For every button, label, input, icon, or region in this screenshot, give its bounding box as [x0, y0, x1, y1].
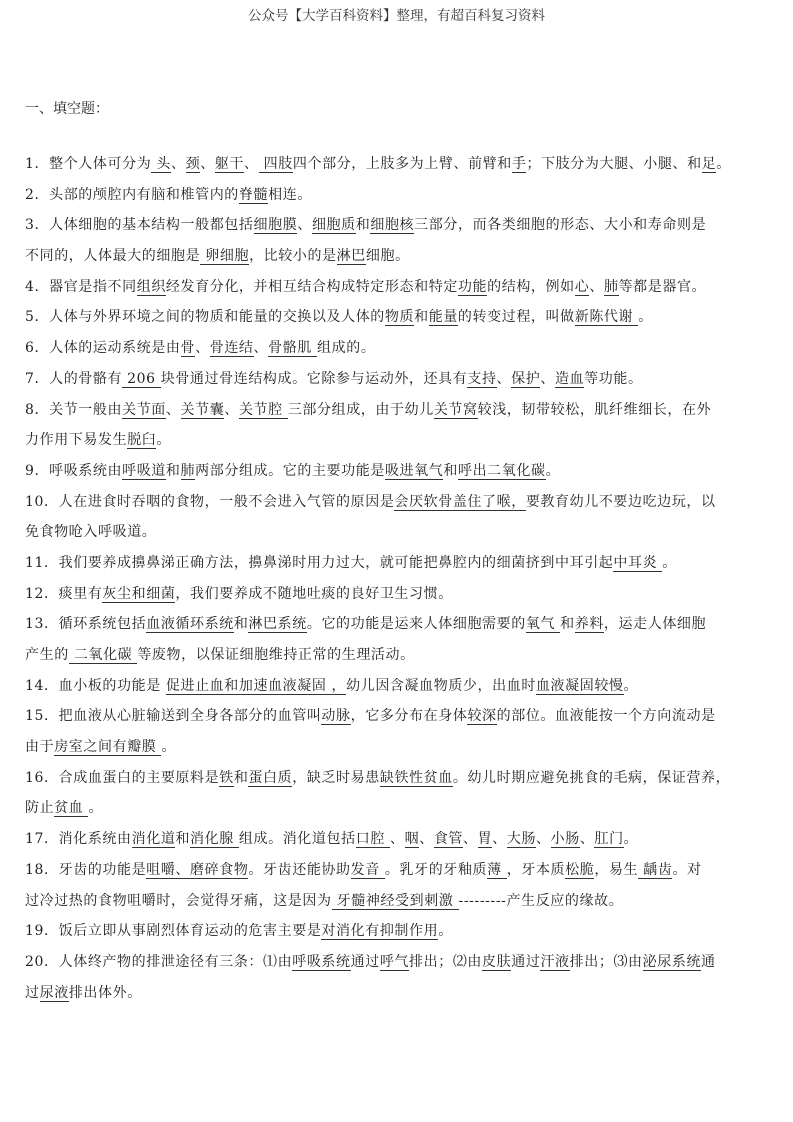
question-text: 、 [200, 156, 215, 172]
question-text: 细胞。 [365, 248, 410, 265]
text-line [25, 858, 785, 889]
question-text: 和 [165, 462, 181, 479]
text-line [25, 336, 785, 367]
question-text: 、 [224, 401, 239, 418]
answer-blank: 肛门 [594, 831, 624, 848]
text-line [25, 981, 785, 1012]
text-line [25, 428, 785, 459]
answer-blank: 贫血 [54, 800, 89, 817]
question-text: 。牙齿还能协助 [248, 861, 351, 878]
question-text: 。幼儿时期应避免挑食的毛病，保证营养， [452, 769, 731, 786]
question-text: 。对 [672, 861, 702, 878]
question-text: 17．消化系统由 [25, 831, 132, 848]
answer-blank: 骨骼肌 [268, 340, 318, 357]
text-line [25, 275, 785, 306]
question-text: 、 [540, 370, 555, 387]
answer-blank: 脱臼 [127, 432, 157, 449]
question-text: 。 [638, 309, 653, 326]
answer-blank: 吸进氧气 [384, 462, 444, 479]
answer-blank: 躯干 [214, 156, 244, 172]
question-text: ---------产生反应的缘故。 [458, 892, 624, 909]
text-line [25, 919, 785, 950]
question-text: 13．循环系统包括 [25, 616, 147, 633]
answer-blank: 淋巴系统 [248, 616, 307, 633]
question-text: 、 [253, 340, 269, 357]
question-text: 两部分组成。它的主要功能是 [195, 462, 385, 479]
answer-blank: 发音 [350, 861, 385, 878]
question-text: 。它的功能是运来人体细胞需要的 [306, 616, 526, 633]
question-text: 防止 [25, 800, 55, 817]
question-text: 。乳牙的牙釉质 [384, 861, 488, 878]
question-text: 组成的。 [317, 340, 376, 357]
question-text: 产生的 [25, 647, 69, 663]
question-text: 、 [496, 370, 512, 387]
question-text: 。 [156, 432, 172, 449]
text-line [25, 796, 785, 827]
answer-blank: 牙髓神经受到刺激 [331, 892, 459, 909]
question-text: 排出；⑵由 [409, 953, 483, 970]
answer-blank: 养料 [574, 616, 604, 633]
answer-blank: 支持 [467, 370, 497, 387]
question-text: ，我们要养成不随地吐痰的良好卫生习惯。 [175, 585, 453, 602]
question-text: 15．把血液从心脏输送到全身各部分的血管叫 [25, 708, 322, 725]
question-text: 四个部分，上肢多为上臂、前臂和 [292, 156, 512, 172]
answer-blank: 肺 [603, 278, 619, 295]
question-text: 经发育分化，并相互结合构成特定形态和特定 [165, 278, 458, 295]
answer-blank: 卵细胞 [200, 248, 250, 265]
question-text: 、 [244, 156, 259, 172]
answer-blank: 细胞质 [311, 217, 356, 234]
answer-blank: 功能 [457, 278, 488, 295]
question-text: ，缺乏时易患 [292, 769, 380, 786]
question-text: 、 [589, 278, 604, 295]
question-text: 7．人的骨骼有 [25, 370, 123, 387]
answer-blank: 二氧化碳 [68, 647, 138, 663]
answer-blank: 房室之间有瓣膜 [54, 739, 162, 756]
question-text: 的结构，例如 [487, 278, 575, 295]
question-text: 排出体外。 [68, 984, 142, 1001]
text-line [25, 950, 785, 981]
question-text: 等都是器官。 [618, 278, 707, 295]
question-text: 和 [175, 831, 191, 848]
text-line [25, 551, 785, 582]
question-text: 三部分组成，由于幼儿 [287, 401, 434, 418]
question-text: 块骨通过骨连结构成。它除参与运动外，还具有 [160, 370, 468, 387]
answer-blank: 口腔 [355, 831, 390, 848]
question-text: 、 [170, 156, 186, 172]
answer-blank: 呼吸系统 [292, 953, 351, 970]
question-text: 和 [355, 217, 371, 234]
text-line [25, 735, 785, 766]
answer-blank: 胃 [477, 831, 493, 848]
answer-blank: 松脆 [565, 861, 595, 878]
question-text: 、 [463, 831, 478, 848]
answer-blank: 保护 [511, 370, 541, 387]
question-text: 和 [443, 462, 458, 479]
text-line [25, 889, 785, 920]
question-text: 20．人体终产物的排泄途径有三条：⑴由 [25, 953, 293, 970]
answer-blank: 四肢 [258, 156, 293, 172]
question-text: 。 [438, 923, 453, 940]
question-text: 4．器官是指不同 [25, 278, 137, 295]
text-line [25, 305, 785, 336]
question-list [25, 152, 785, 1011]
answer-blank: 造血 [554, 370, 585, 387]
answer-blank: 尿液 [39, 984, 69, 1001]
question-text: 。 [716, 156, 731, 172]
question-text: 。 [623, 677, 639, 694]
question-text: 、 [165, 401, 181, 418]
text-line [25, 490, 785, 521]
question-text: 10．人在进食时吞咽的食物，一般不会进入气管的原因是 [25, 493, 395, 510]
question-text: 18．牙齿的功能是 [25, 861, 147, 878]
question-text: 。 [161, 739, 177, 756]
question-text: 通过 [511, 953, 541, 970]
answer-blank: 小肠 [550, 831, 580, 848]
question-text: 1．整个人体可分为 [25, 156, 152, 172]
answer-blank: 泌尿系统 [642, 953, 702, 970]
answer-blank: 物质 [384, 309, 415, 326]
question-text: ，比较小的是 [249, 248, 337, 265]
question-text: ；下肢分为大腿、小腿、和 [526, 156, 702, 172]
text-line [25, 152, 785, 183]
text-line [25, 398, 785, 429]
answer-blank: 灰尘和细菌 [102, 585, 176, 602]
text-line [25, 244, 785, 275]
question-text: 等废物，以保证细胞维持正常的生理活动。 [137, 647, 415, 663]
question-text: ，牙本质 [506, 861, 566, 878]
answer-blank: 咽 [404, 831, 420, 848]
text-line [25, 520, 785, 551]
answer-blank: 足 [701, 156, 717, 172]
text-line [25, 213, 785, 244]
question-text: 要教育幼儿不要边吃边玩，以 [525, 493, 716, 510]
answer-blank: 关节面 [122, 401, 166, 418]
question-text: 三部分，而各类细胞的形态、大小和寿命则是 [414, 217, 707, 234]
answer-blank: 蛋白质 [248, 769, 293, 786]
answer-blank: 龋齿 [638, 861, 673, 878]
question-text: 不同的，人体最大的细胞是 [25, 248, 201, 265]
text-line [25, 183, 785, 214]
question-text: 等功能。 [584, 370, 643, 387]
question-text: 。 [545, 462, 561, 479]
answer-blank: 咀嚼、磨碎食物 [146, 861, 249, 878]
answer-blank: 动脉 [321, 708, 351, 725]
answer-blank: 细胞核 [370, 217, 415, 234]
answer-blank: 促进止血和加速血液凝固 ， [165, 677, 347, 694]
question-text: 通过 [350, 953, 380, 970]
text-line [25, 766, 785, 797]
question-text: 由于 [25, 739, 55, 756]
question-text: 和 [560, 616, 575, 633]
answer-blank: 呼气 [379, 953, 410, 970]
answer-blank: 新陈代谢 [574, 309, 639, 326]
question-text: 11．我们要养成擤鼻涕正确方法，擤鼻涕时用力过大，就可能把鼻腔内的细菌挤到中耳引起 [25, 554, 614, 571]
answer-blank: 心 [574, 278, 590, 295]
answer-blank: 能量 [428, 309, 458, 326]
answer-blank: 较深 [467, 708, 497, 725]
question-text: 通 [701, 953, 716, 970]
question-text: 5．人体与外界环境之间的物质和能量的交换以及人体的 [25, 309, 385, 326]
answer-blank: 皮肤 [482, 953, 512, 970]
answer-blank: 关节窝 [433, 401, 478, 418]
answer-blank: 组织 [136, 278, 166, 295]
question-text: 相连。 [268, 186, 312, 203]
question-text: 、 [297, 217, 312, 234]
question-text: 免食物呛入呼吸道。 [25, 524, 157, 541]
answer-blank: 对消化有抑制作用 [321, 923, 439, 940]
answer-blank: 汗液 [540, 953, 570, 970]
answer-blank: 会厌软骨盖住了喉， [394, 493, 526, 510]
question-text: 、 [195, 340, 210, 357]
question-text: 2．头部的颅腔内有脑和椎管内的 [25, 186, 239, 203]
question-text: 、 [492, 831, 507, 848]
question-text: 过冷过热的食物咀嚼时，会觉得牙痛，这是因为 [25, 892, 332, 909]
text-line [25, 827, 785, 858]
page-header: 公众号【大学百科资料】整理，有超百科复习资料 [248, 8, 545, 24]
text-line [25, 582, 785, 613]
answer-blank: 颈 [185, 156, 201, 172]
question-text: 组成。消化道包括 [238, 831, 356, 848]
question-text: 较浅，韧带较松，肌纤维细长，在外 [477, 401, 712, 418]
answer-blank: 大肠 [506, 831, 537, 848]
answer-blank: 血液循环系统 [146, 616, 234, 633]
answer-blank: 呼吸道 [122, 462, 166, 479]
answer-blank: 肺 [180, 462, 196, 479]
answer-blank: 脊髓 [238, 186, 269, 203]
answer-blank: 细胞膜 [253, 217, 298, 234]
answer-blank: 薄 [487, 861, 507, 878]
question-text: 、 [389, 831, 405, 848]
question-text: ，运走人体细胞 [603, 616, 707, 633]
answer-blank: 氧气 [525, 616, 561, 633]
answer-blank: 关节囊 [180, 401, 225, 418]
question-text: 14．血小板的功能是 [25, 677, 166, 694]
question-text: ，它多分布在身体 [350, 708, 468, 725]
text-line [25, 643, 785, 674]
question-text: 和 [414, 309, 429, 326]
question-text: 力作用下易发生 [25, 432, 128, 449]
question-text: 、 [419, 831, 434, 848]
answer-blank: 手 [511, 156, 527, 172]
question-text: 幼儿因含凝血物质少，出血时 [346, 677, 536, 694]
answer-blank: 食管 [433, 831, 464, 848]
question-text: 12．痰里有 [25, 585, 103, 602]
answer-blank: 淋巴 [336, 248, 366, 265]
answer-blank: 缺铁性贫血 [379, 769, 453, 786]
question-text: 9．呼吸系统由 [25, 462, 123, 479]
question-text: 。 [88, 800, 104, 817]
section-title: 一、填空题： [25, 101, 109, 117]
question-text: 。 [623, 831, 639, 848]
answer-blank: 中耳炎 [613, 554, 663, 571]
question-text: 、 [579, 831, 595, 848]
text-line [25, 459, 785, 490]
question-text: 。 [662, 554, 677, 571]
answer-blank: 206 [122, 370, 161, 387]
question-text: 6．人体的运动系统是由 [25, 340, 181, 357]
answer-blank: 铁 [219, 769, 234, 786]
answer-blank: 消化道 [131, 831, 176, 848]
question-text: 和 [233, 769, 249, 786]
text-line [25, 612, 785, 643]
answer-blank: 头 [151, 156, 171, 172]
question-text: 的部位。血液能按一个方向流动是 [496, 708, 716, 725]
text-line [25, 367, 785, 398]
answer-blank: 关节腔 [238, 401, 288, 418]
answer-blank: 骨 [180, 340, 196, 357]
question-text: 和 [233, 616, 249, 633]
question-text: ，易生 [594, 861, 639, 878]
question-text: 8．关节一般由 [25, 401, 123, 418]
question-text: 的转变过程，叫做 [457, 309, 575, 326]
answer-blank: 呼出二氧化碳 [457, 462, 546, 479]
question-text: 19．饭后立即从事剧烈体育运动的危害主要是 [25, 923, 322, 940]
answer-blank: 消化腺 [190, 831, 239, 848]
question-text: 过 [25, 984, 40, 1001]
text-line [25, 704, 785, 735]
answer-blank: 血液凝固较慢 [535, 677, 624, 694]
text-line [25, 674, 785, 705]
question-text: 、 [536, 831, 551, 848]
question-text: 16．合成血蛋白的主要原料是 [25, 769, 220, 786]
question-text: 排出；⑶由 [569, 953, 643, 970]
question-text: 3．人体细胞的基本结构一般都包括 [25, 217, 254, 234]
answer-blank: 骨连结 [209, 340, 254, 357]
